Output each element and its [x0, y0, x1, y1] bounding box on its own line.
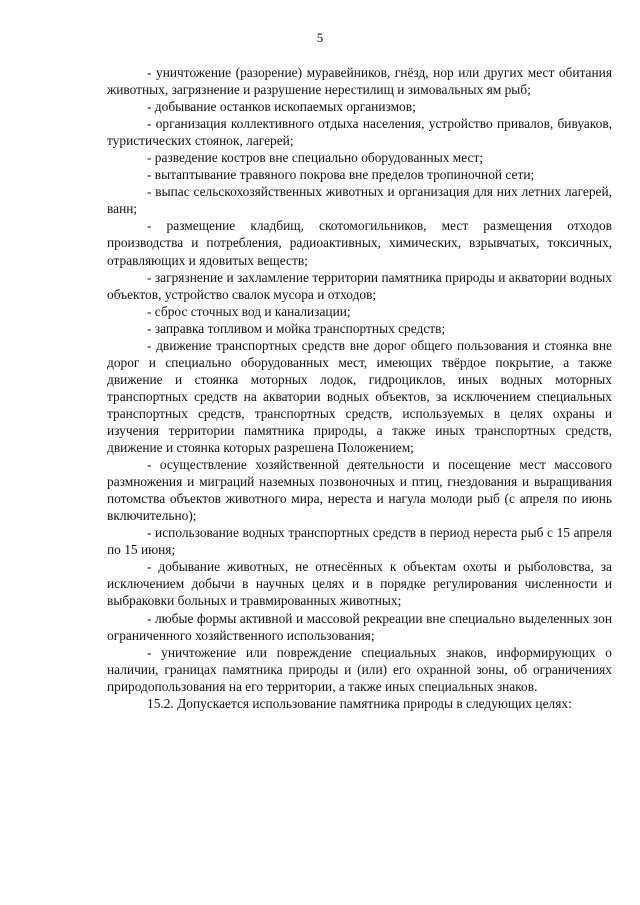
list-item-waste-placement: - размещение кладбищ, скотомогильников, мест размещения отходов производства и потребления, радиоактивных, химических, взрывчатых, токсичных, отравляющих и ядовитых веществ;: [107, 218, 612, 268]
list-item-destruction-of-habitats: - уничтожение (разорение) муравейников, гнёзд, нор или других мест обитания животных, загрязнение и разрушение нерестилищ и зимовальных ям рыб;: [107, 65, 612, 98]
list-item-fossil-extraction: - добывание останков ископаемых организмов;: [147, 99, 416, 115]
list-item-animal-hunting: - добывание животных, не отнесённых к объектам охоты и рыболовства, за исключением добычи в научных целях и в порядке регулирования численности и выбраковки больных и травмированных животных;: [107, 559, 612, 609]
list-item-vehicle-movement: - движение транспортных средств вне дорог общего пользования и стоянка вне дорог и специально оборудованных мест, имеющих твёрдое покрытие, а также движение и стоянка моторных лодок, гидроциклов, иных водных моторных транспортных средств на акватории водных объектов, за исключением специальных транспортных средств, транспортных средств, используемых в целях охраны и изучения территории памятника природы, а также иных транспортных средств, движение и стоянка которых разрешена Положением;: [107, 337, 612, 456]
list-item-trampling-grass: - вытаптывание травяного покрова вне пределов тропиночной сети;: [147, 167, 535, 183]
list-item-sewage-discharge: - сброс сточных вод и канализации;: [147, 303, 351, 319]
section-15-2-paragraph: 15.2. Допускается использование памятника природы в следующих целях:: [147, 695, 572, 711]
list-item-livestock-grazing: - выпас сельскохозяйственных животных и организация для них летних лагерей, ванн;: [107, 184, 612, 217]
list-item-mass-recreation: - любые формы активной и массовой рекреации вне специально выделенных зон ограниченного хозяйственного использования;: [107, 610, 612, 643]
list-item-refueling-washing: - заправка топливом и мойка транспортных средств;: [147, 320, 446, 336]
list-item-water-transport-spawning: - использование водных транспортных средств в период нереста рыб с 15 апреля по 15 июня;: [107, 525, 612, 558]
list-item-collective-recreation: - организация коллективного отдыха населения, устройство привалов, бивуаков, туристических стоянок, лагерей;: [107, 116, 612, 149]
list-item-signs-damage: - уничтожение или повреждение специальных знаков, информирующих о наличии, границах памятника природы и (или) его охранной зоны, об ограничениях природопользования на его территории, а также иных специальных знаков.: [107, 644, 612, 694]
document-body: [107, 64, 612, 712]
list-item-pollution-littering: - загрязнение и захламление территории памятника природы и акватории водных объектов, устройство свалок мусора и отходов;: [107, 269, 612, 302]
page-number: 5: [316, 30, 324, 45]
list-item-breeding-areas: - осуществление хозяйственной деятельности и посещение мест массового размножения и миграций наземных позвоночных и птиц, гнездования и выращивания потомства объектов животного мира, нереста и нагула молоди рыб (с апреля по июнь включительно);: [107, 457, 612, 524]
list-item-campfires: - разведение костров вне специально оборудованных мест;: [147, 150, 484, 166]
